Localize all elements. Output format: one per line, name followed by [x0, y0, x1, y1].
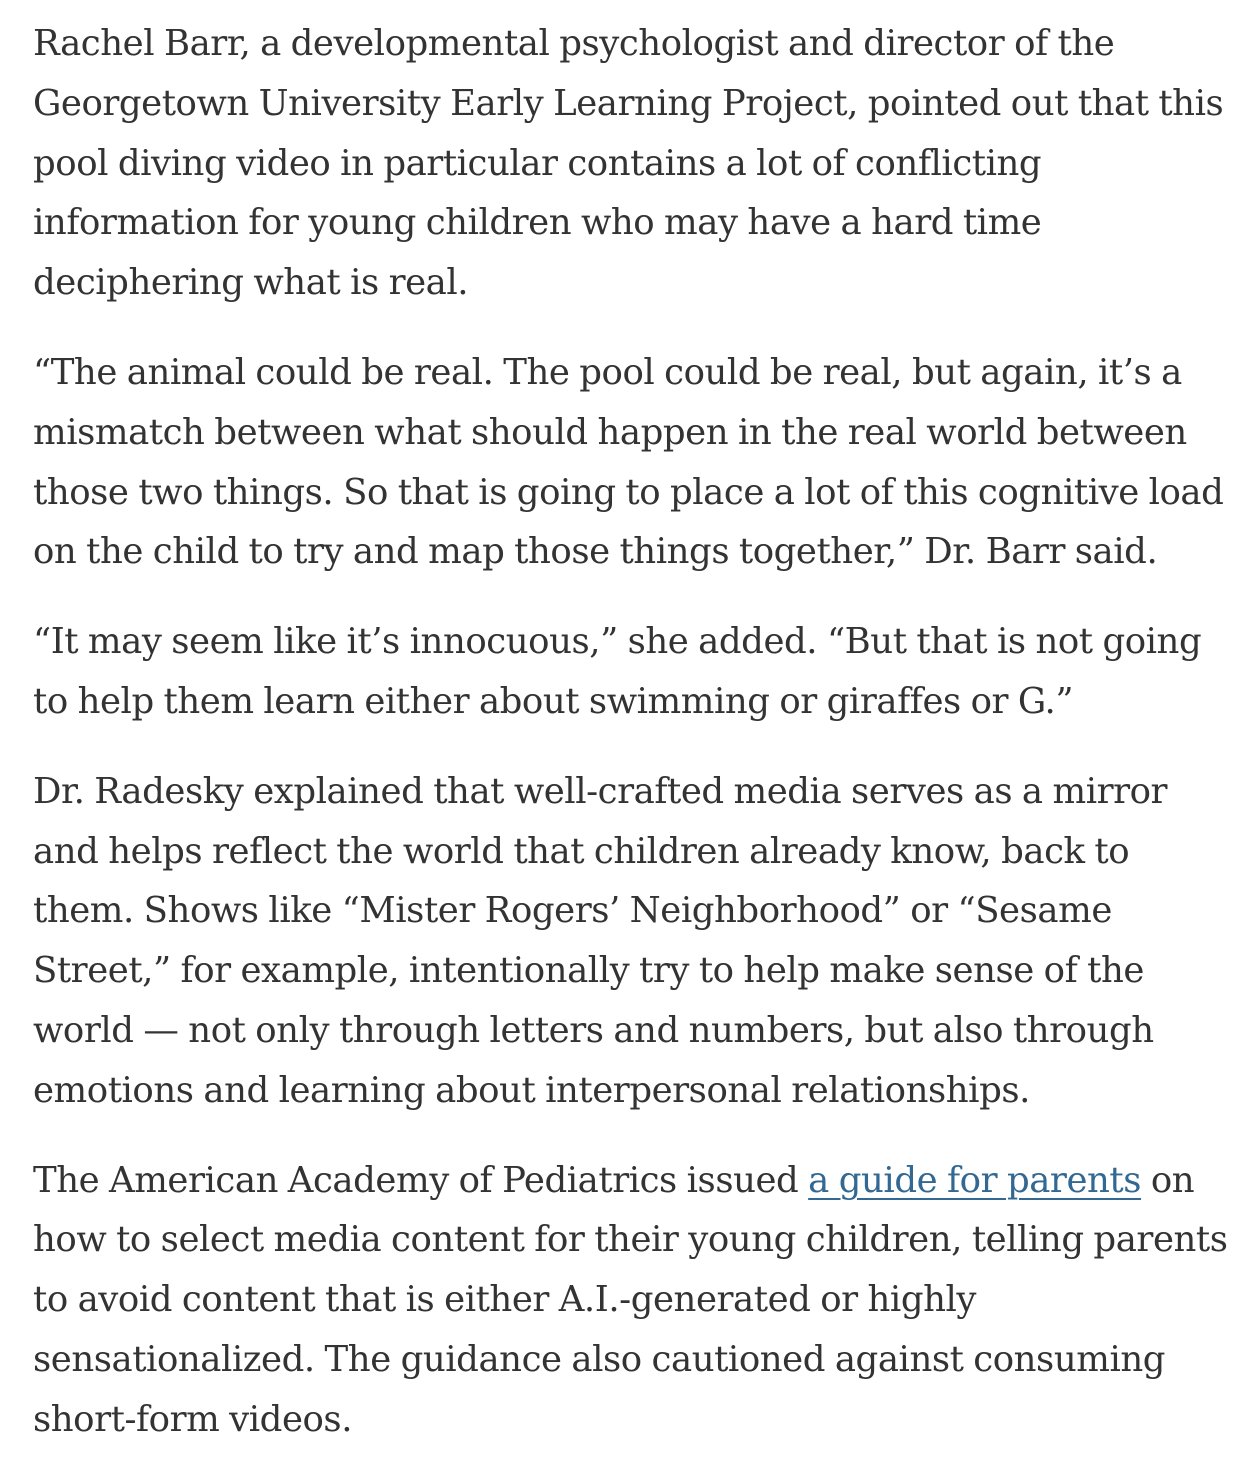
aap-text-after: on how to select media content for their young children, telling parents to avoid content that is either A.I.-generated or highly sensationalized. The guidance also cautioned against consuming short-form videos.: [33, 1159, 1228, 1440]
paragraph-aap-guide: [33, 1151, 1238, 1450]
paragraph-barr-intro: Rachel Barr, a developmental psychologist and director of the Georgetown University Early Learning Project, pointed out that this pool diving video in particular contains a lot of conflicting information for young children who may have a hard time deciphering what is real.: [33, 23, 1224, 304]
paragraph-barr-quote: “The animal could be real. The pool could be real, but again, it’s a mismatch between what should happen in the real world between those two things. So that is going to place a lot of this cognitive load on the child to try and map those things together,” Dr. Barr said.: [33, 351, 1224, 573]
paragraph-barr-added: “It may seem like it’s innocuous,” she added. “But that is not going to help them learn either about swimming or giraffes or G.”: [33, 621, 1202, 722]
aap-text-before: The American Academy of Pediatrics issued: [33, 1159, 809, 1201]
article-body: [33, 14, 1238, 1450]
paragraph-radesky: Dr. Radesky explained that well-crafted media serves as a mirror and helps reflect the world that children already know, back to them. Shows like “Mister Rogers’ Neighborhood” or “Sesame Street,” for example, intentionally try to help make sense of the world — not only through letters and numbers, but also through emotions and learning about interpersonal relationships.: [33, 770, 1168, 1111]
guide-for-parents-link[interactable]: a guide for parents: [808, 1159, 1142, 1201]
